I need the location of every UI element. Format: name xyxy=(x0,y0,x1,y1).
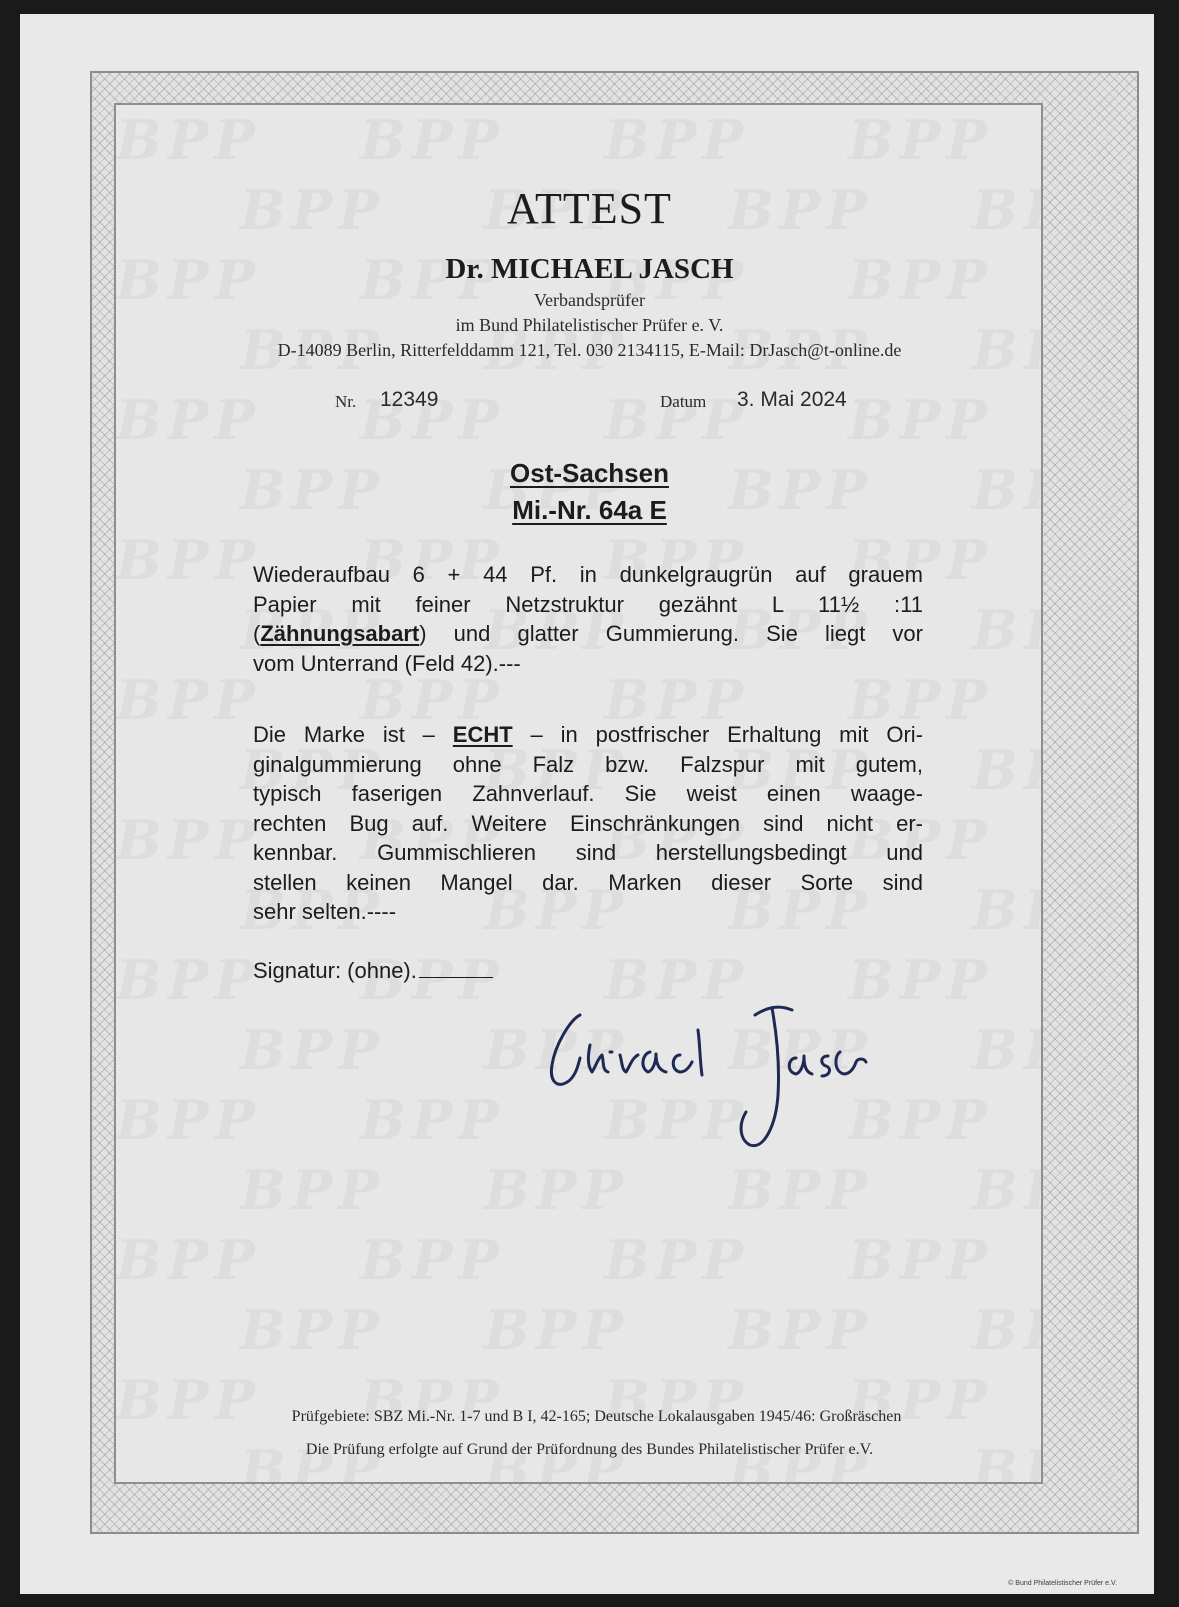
condition-line: rechten Bug auf. Weitere Einschränkungen sind nicht er- xyxy=(253,810,923,836)
certificate-title: ATTEST xyxy=(507,184,672,233)
description-line xyxy=(253,619,923,649)
examiner-role: Verbandsprüfer xyxy=(534,290,645,310)
text-fragment: – in postfrischer Erhaltung mit Ori- xyxy=(512,722,923,747)
signature-underline xyxy=(419,977,493,978)
text-fragment: ( xyxy=(253,621,261,646)
date-label: Datum xyxy=(660,392,707,411)
examination-areas: Prüfgebiete: SBZ Mi.-Nr. 1-7 und B I, 42-165; Deutsche Lokalausgaben 1945/46: Großräschen xyxy=(291,1408,902,1425)
text-fragment: ) und glatter Gummierung. Sie liegt vor xyxy=(419,621,923,646)
condition-line: ginalgummierung ohne Falz bzw. Falzspur mit gutem, xyxy=(253,751,923,777)
text-fragment: Die Marke ist – xyxy=(253,722,453,747)
stamp-region xyxy=(0,458,1179,489)
catalog-number xyxy=(0,495,1179,526)
copyright-note: © Bund Philatelistischer Prüfer e.V. xyxy=(1008,1580,1117,1587)
condition-line: kennbar. Gummischlieren sind herstellungsbedingt und xyxy=(253,840,923,865)
genuine-emphasis: ECHT xyxy=(452,722,513,747)
handwritten-signature xyxy=(540,1000,900,1180)
contact-address: D-14089 Berlin, Ritterfelddamm 121, Tel. 030 2134115, E-Mail: DrJasch@t-online.de xyxy=(277,340,902,360)
watermark-row xyxy=(116,1295,1041,1365)
condition-line: stellen keinen Mangel dar. Marken dieser Sorte sind xyxy=(253,869,923,895)
association-name: im Bund Philatelistischer Prüfer e. V. xyxy=(455,315,724,335)
description-line: Papier mit feiner Netzstruktur gezähnt L 11½ :11 xyxy=(253,591,923,617)
certificate-number: 12349 xyxy=(380,388,439,411)
examination-regulations-note: Die Prüfung erfolgte auf Grund der Prüfordnung des Bundes Philatelistischer Prüfer e.V. xyxy=(305,1441,874,1458)
condition-line xyxy=(253,720,923,750)
watermark-row xyxy=(116,105,1041,175)
watermark-row xyxy=(116,385,1041,455)
catalog-number-text: Mi.-Nr. 64a E xyxy=(512,495,667,525)
description-paragraph xyxy=(253,560,923,678)
certificate-date: 3. Mai 2024 xyxy=(737,388,847,411)
condition-paragraph xyxy=(253,720,923,927)
signature-label-text: Signatur: (ohne). xyxy=(253,958,417,983)
signature-label xyxy=(253,958,493,984)
condition-line: sehr selten.---- xyxy=(253,899,397,924)
condition-line: typisch faserigen Zahnverlauf. Sie weist einen waage- xyxy=(253,781,923,806)
perforation-variety-emphasis: Zähnungsabart xyxy=(260,621,420,646)
description-line: vom Unterrand (Feld 42).--- xyxy=(253,650,521,676)
watermark-row xyxy=(116,1225,1041,1295)
examiner-name: Dr. MICHAEL JASCH xyxy=(445,253,734,285)
number-label: Nr. xyxy=(335,392,357,411)
description-line: Wiederaufbau 6 + 44 Pf. in dunkelgraugrün auf grauem xyxy=(253,562,923,587)
stamp-region-text: Ost-Sachsen xyxy=(510,458,669,488)
